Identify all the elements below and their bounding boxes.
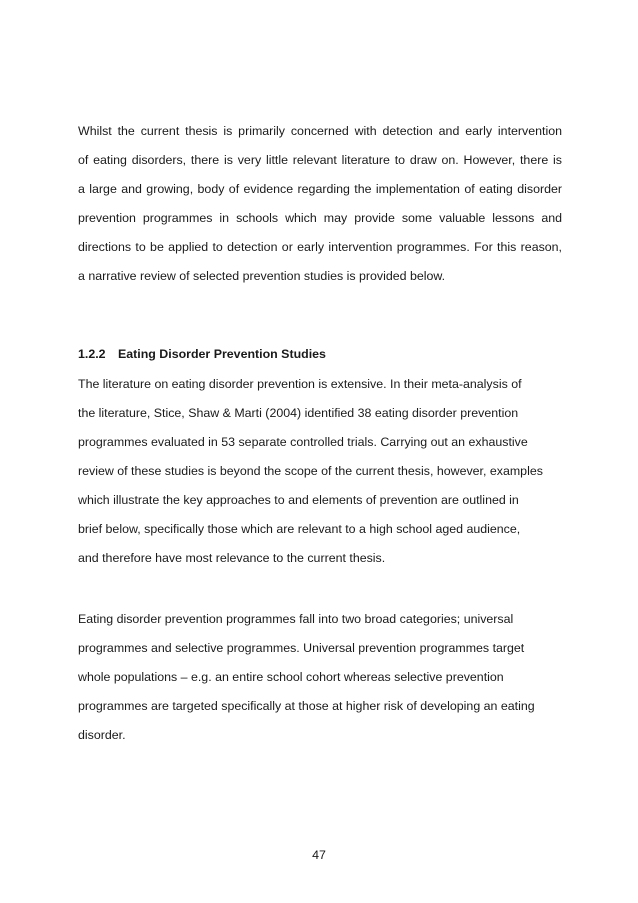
text-line: Eating disorder prevention programmes fall into two broad categories; universal bbox=[78, 612, 514, 626]
section-heading bbox=[78, 340, 326, 369]
text-line: whole populations – e.g. an entire school cohort whereas selective prevention bbox=[78, 670, 504, 684]
paragraph-categories bbox=[78, 605, 562, 750]
text-line: which illustrate the key approaches to and elements of prevention are outlined in bbox=[78, 493, 519, 507]
paragraph-literature bbox=[78, 370, 562, 573]
text-line: review of these studies is beyond the scope of the current thesis, however, examples bbox=[78, 464, 543, 478]
text-line: prevention programmes in schools which may provide some valuable lessons and bbox=[78, 211, 562, 225]
text-line: The literature on eating disorder prevention is extensive. In their meta-analysis of bbox=[78, 377, 522, 391]
text-line: and therefore have most relevance to the current thesis. bbox=[78, 551, 386, 565]
text-line: programmes evaluated in 53 separate controlled trials. Carrying out an exhaustive bbox=[78, 435, 528, 449]
text-line: a narrative review of selected prevention studies is provided below. bbox=[78, 269, 446, 283]
text-line: the literature, Stice, Shaw & Marti (2004) identified 38 eating disorder prevention bbox=[78, 406, 519, 420]
text-line: a large and growing, body of evidence regarding the implementation of eating disorder bbox=[78, 182, 562, 196]
text-line: Whilst the current thesis is primarily concerned with detection and early intervention bbox=[78, 124, 562, 138]
section-number: 1.2.2 bbox=[78, 347, 106, 361]
page-number: 47 bbox=[312, 848, 326, 862]
text-line: programmes and selective programmes. Universal prevention programmes target bbox=[78, 641, 525, 655]
paragraph-intro bbox=[78, 117, 562, 291]
text-line: of eating disorders, there is very little relevant literature to draw on. However, there is bbox=[78, 153, 562, 167]
text-line: directions to be applied to detection or early intervention programmes. For this reason, bbox=[78, 240, 562, 254]
text-line: disorder. bbox=[78, 728, 126, 742]
section-title: Eating Disorder Prevention Studies bbox=[118, 347, 326, 361]
text-line: programmes are targeted specifically at those at higher risk of developing an eating bbox=[78, 699, 535, 713]
text-line: brief below, specifically those which are relevant to a high school aged audience, bbox=[78, 522, 521, 536]
